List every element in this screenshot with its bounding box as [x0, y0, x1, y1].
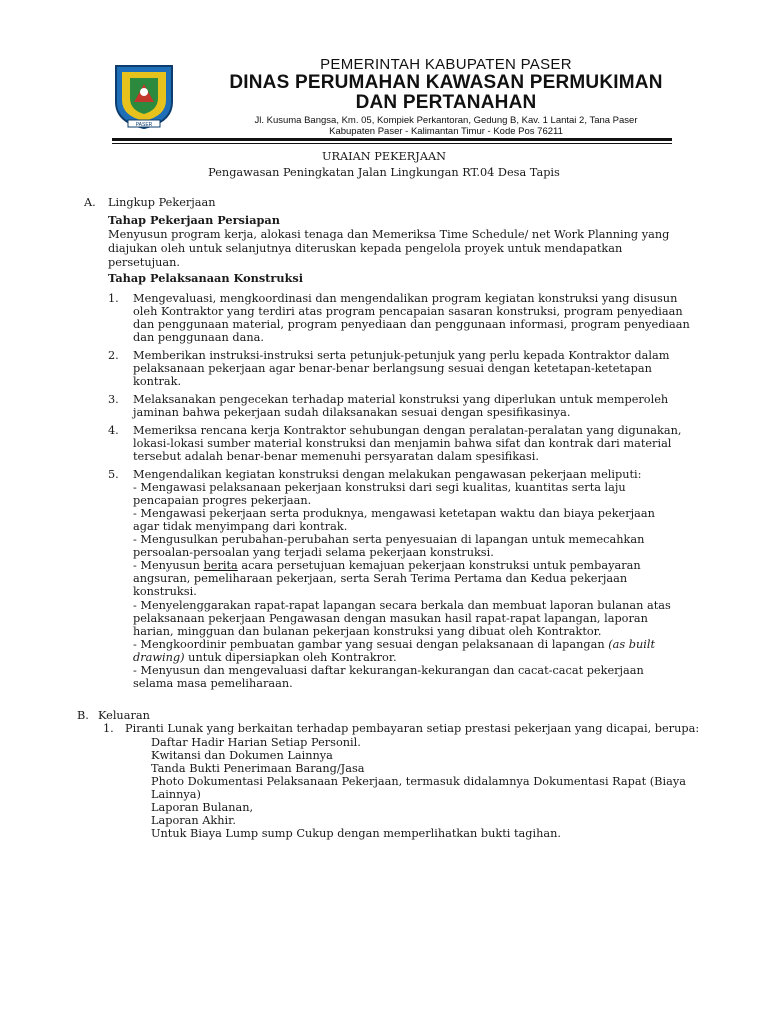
italic-text: (as built [608, 638, 656, 651]
item5-line-mixed [133, 638, 655, 651]
item5-line: agar tidak menyimpang dari kontrak. [133, 520, 348, 533]
preparation-line: Menyusun program kerja, alokasi tenaga dan Memeriksa Time Schedule/ net Work Planning yang [108, 228, 670, 241]
list-item-line: Melaksanakan pengecekan terhadap material konstruksi yang diperlukan untuk memperoleh [133, 393, 669, 406]
list-number: 4. [108, 424, 119, 437]
letterhead [112, 56, 672, 136]
italic-text: drawing) [133, 651, 185, 664]
letterhead-divider-thick [112, 138, 672, 141]
item5-line: pencapaian progres pekerjaan. [133, 494, 312, 507]
list-item-line: Memberikan instruksi-instruksi serta petunjuk-petunjuk yang perlu kepada Kontraktor dalam [133, 349, 670, 362]
preparation-heading: Tahap Pekerjaan Persiapan [108, 213, 280, 227]
item5-line: selama masa pemeliharaan. [133, 677, 293, 690]
preparation-line: persetujuan. [108, 256, 180, 269]
output-item: Daftar Hadir Harian Setiap Personil. [151, 736, 361, 749]
list-item-line: dan penggunaan dana. [133, 331, 264, 344]
output-item: Photo Dokumentasi Pelaksanaan Pekerjaan, termasuk didalamnya Dokumentasi Rapat (Biaya [151, 775, 686, 788]
list-item-line: lokasi-lokasi sumber material konstruksi dan menjamin bahwa sifat dan kontrak dari material [133, 437, 672, 450]
address-line2: Kabupaten Paser - Kalimantan Timur - Kode Pos 76211 [329, 126, 563, 137]
item5-line: persoalan-persoalan yang terjadi selama pekerjaan konstruksi. [133, 546, 494, 559]
letterhead-divider-thin [112, 143, 672, 144]
output-item: Untuk Biaya Lump sump Cukup dengan memperlihatkan bukti tagihan. [151, 827, 561, 840]
item5-text: - Menyusun [133, 559, 204, 572]
section-a-marker: A. [84, 196, 96, 209]
item5-line: konstruksi. [133, 585, 197, 598]
letterhead-text [216, 56, 676, 137]
section-b-marker: B. [77, 709, 89, 722]
list-number: 1. [108, 292, 119, 305]
list-item-line: Mengevaluasi, mengkoordinasi dan mengendalikan program kegiatan konstruksi yang disusun [133, 292, 678, 305]
item5-line: - Mengawasi pekerjaan serta produknya, mengawasi ketetapan waktu dan biaya pekerjaan [133, 507, 655, 520]
document-title: URAIAN PEKERJAAN [321, 150, 447, 163]
emblem-text: PASER [135, 122, 153, 128]
item5-text: - Mengkoordinir pembuatan gambar yang sesuai dengan pelaksanaan di lapangan [133, 638, 609, 651]
item5-text: untuk dipersiapkan oleh Kontrakror. [184, 651, 397, 664]
output-item: Tanda Bukti Penerimaan Barang/Jasa [151, 762, 365, 775]
list-number: 3. [108, 393, 119, 406]
item5-text: acara persetujuan kemajuan pekerjaan konstruksi untuk pembayaran [237, 559, 641, 572]
list-item-line: jaminan bahwa pekerjaan sudah dilaksanakan sesuai dengan spesifikasinya. [133, 406, 571, 419]
item5-line-mixed [133, 651, 397, 664]
item5-line: - Mengusulkan perubahan-perubahan serta penyesuaian di lapangan untuk memecahkan [133, 533, 645, 546]
output-item: Lainnya) [151, 788, 201, 801]
document-subtitle: Pengawasan Peningkatan Jalan Lingkungan RT.04 Desa Tapis [208, 166, 560, 179]
list-item-line: oleh Kontraktor yang terdiri atas program pencapaian sasaran konstruksi, program penyediaan [133, 305, 683, 318]
preparation-line: diajukan oleh untuk selanjutnya diteruskan kepada pengelola proyek untuk mendapatkan [108, 242, 623, 255]
department-name-line2: DAN PERTANAHAN [355, 92, 537, 113]
list-number: 5. [108, 468, 119, 481]
section-a-heading: Lingkup Pekerjaan [108, 196, 216, 209]
item5-intro: Mengendalikan kegiatan konstruksi dengan melakukan pengawasan pekerjaan meliputi: [133, 468, 642, 481]
item5-line: pelaksanaan pekerjaan Pengawasan dengan masukan hasil rapat-rapat lapangan, laporan [133, 612, 648, 625]
list-item-line: dan penggunaan material, program penyediaan dan penggunaan informasi, program penyediaan [133, 318, 690, 331]
list-number: 2. [108, 349, 119, 362]
underlined-word: berita [203, 559, 238, 572]
output-item: Laporan Akhir. [151, 814, 236, 827]
item5-line: - Mengawasi pelaksanaan pekerjaan konstruksi dari segi kualitas, kuantitas serta laju [133, 481, 626, 494]
regency-emblem-icon [112, 62, 176, 130]
list-item-line: kontrak. [133, 375, 182, 388]
list-item-line: pelaksanaan pekerjaan agar benar-benar berlangsung sesuai dengan ketetapan-ketetapan [133, 362, 652, 375]
list-item-line: Memeriksa rencana kerja Kontraktor sehubungan dengan peralatan-peralatan yang digunakan, [133, 424, 682, 437]
department-name-line1: DINAS PERUMAHAN KAWASAN PERMUKIMAN [229, 72, 663, 93]
output-intro: Piranti Lunak yang berkaitan terhadap pembayaran setiap prestasi pekerjaan yang dicapai, berupa: [125, 722, 700, 735]
section-b-heading: Keluaran [98, 709, 150, 722]
item5-line: - Menyusun dan mengevaluasi daftar kekurangan-kekurangan dan cacat-cacat pekerjaan [133, 664, 644, 677]
government-name: PEMERINTAH KABUPATEN PASER [320, 56, 572, 73]
item5-line-mixed [133, 559, 641, 572]
address-line1: Jl. Kusuma Bangsa, Km. 05, Kompiek Perkantoran, Gedung B, Kav. 1 Lantai 2, Tana Paser [254, 115, 638, 126]
item5-line: harian, mingguan dan bulanan pekerjaan konstruksi yang dibuat oleh Kontraktor. [133, 625, 602, 638]
list-item-line: tersebut adalah benar-benar memenuhi persyaratan dalam spesifikasi. [133, 450, 539, 463]
output-item: Laporan Bulanan, [151, 801, 254, 814]
list-number: 1. [103, 722, 114, 735]
execution-heading: Tahap Pelaksanaan Konstruksi [108, 271, 304, 285]
output-item: Kwitansi dan Dokumen Lainnya [151, 749, 333, 762]
item5-line: - Menyelenggarakan rapat-rapat lapangan secara berkala dan membuat laporan bulanan atas [133, 599, 671, 612]
item5-line: angsuran, pemeliharaan pekerjaan, serta Serah Terima Pertama dan Kedua pekerjaan [133, 572, 628, 585]
